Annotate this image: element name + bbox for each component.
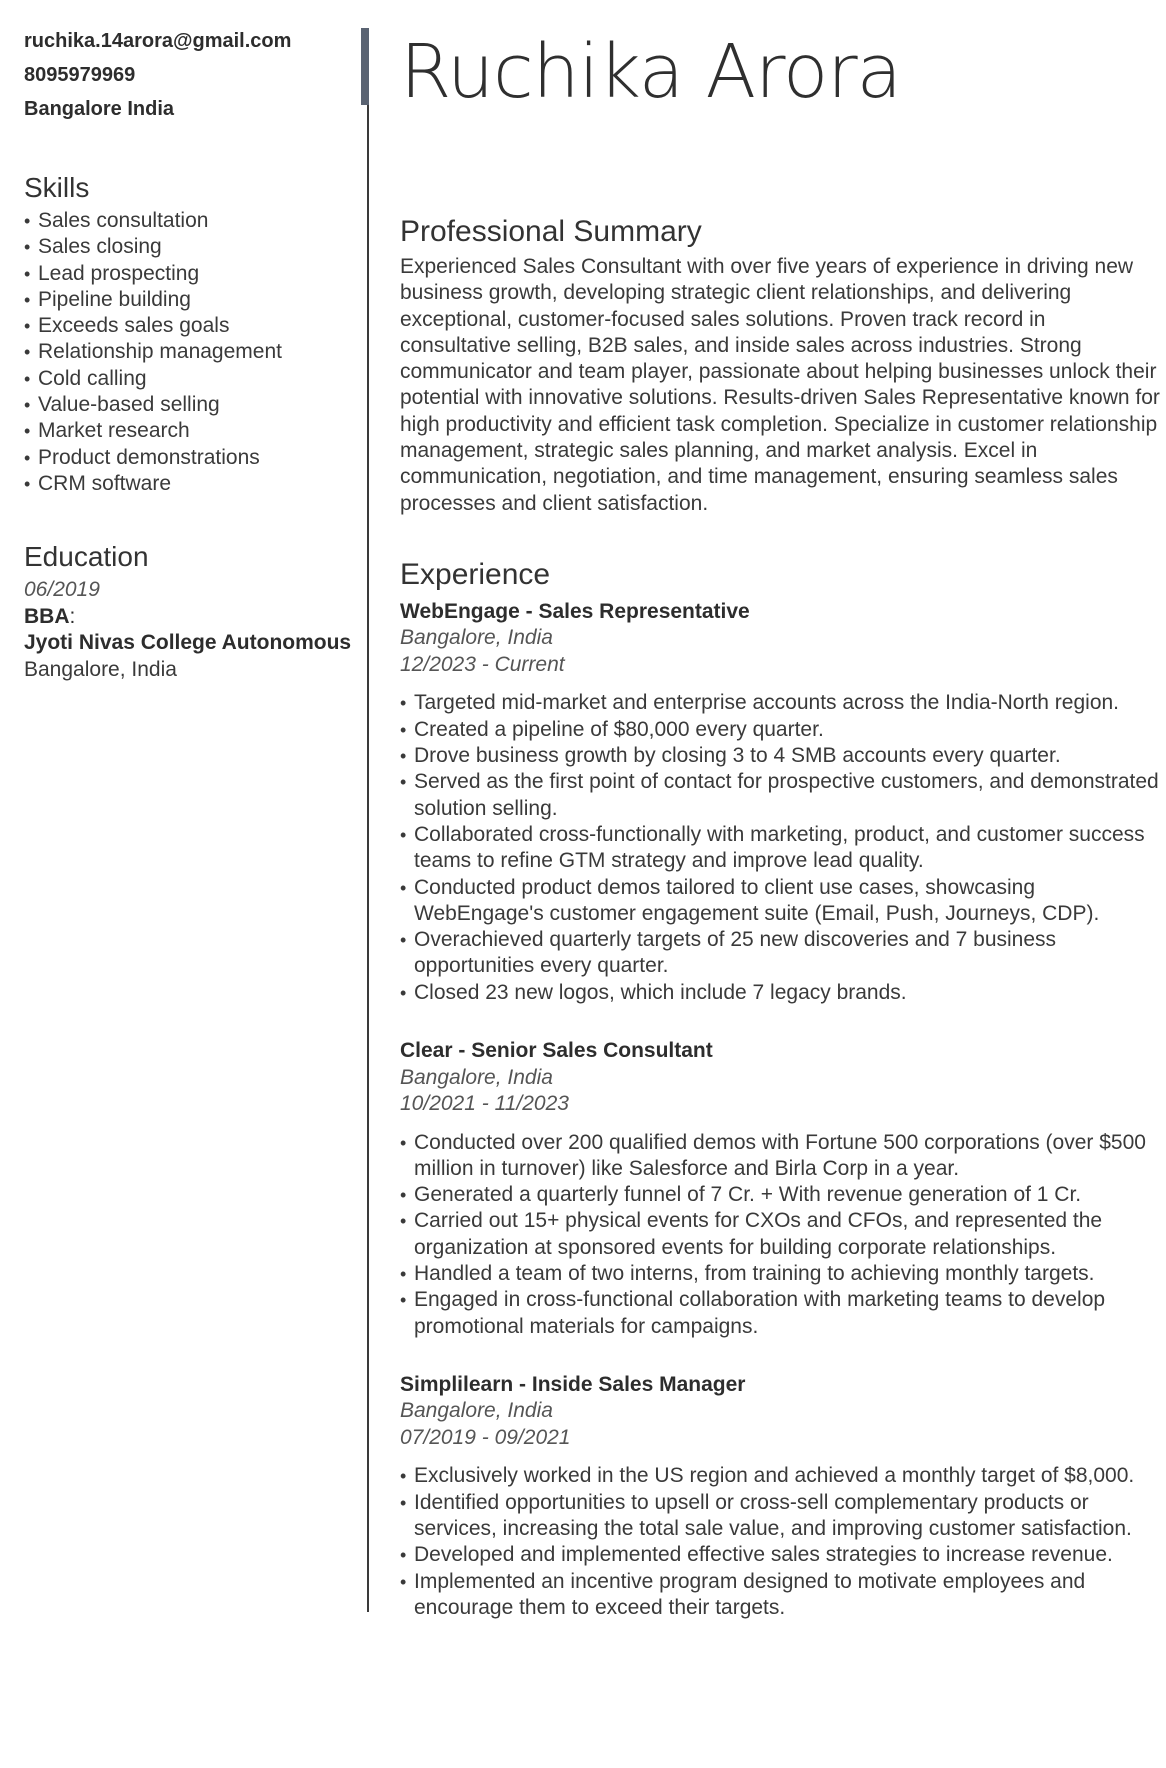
skill-item: • Relationship management bbox=[24, 339, 354, 365]
experience-section bbox=[400, 555, 1160, 1621]
skill-item: • Pipeline building bbox=[24, 287, 354, 313]
skill-item: • Sales closing bbox=[24, 234, 354, 260]
job-bullet: • Closed 23 new logos, which include 7 legacy brands. bbox=[400, 980, 1160, 1006]
job-bullets bbox=[400, 1130, 1160, 1340]
job-bullet: • Handled a team of two interns, from training to achieving monthly targets. bbox=[400, 1261, 1160, 1287]
skill-item: • Cold calling bbox=[24, 366, 354, 392]
skill-item: • CRM software bbox=[24, 471, 354, 497]
left-column bbox=[24, 24, 354, 683]
job-bullet: • Generated a quarterly funnel of 7 Cr. + With revenue generation of 1 Cr. bbox=[400, 1182, 1160, 1208]
job-dates: 10/2021 - 11/2023 bbox=[400, 1092, 569, 1116]
education-location: Bangalore, India bbox=[24, 657, 177, 681]
job-bullet: • Served as the first point of contact for prospective customers, and demonstrated solution selling. bbox=[400, 769, 1160, 822]
right-column bbox=[400, 24, 1160, 1621]
job-location: Bangalore, India bbox=[400, 626, 553, 650]
job-bullet: • Overachieved quarterly targets of 25 new discoveries and 7 business opportunities every quarter. bbox=[400, 927, 1160, 980]
contact-phone[interactable]: 8095979969 bbox=[24, 64, 136, 86]
job-title: WebEngage - Sales Representative bbox=[400, 599, 750, 623]
job-bullet: • Engaged in cross-functional collaboration with marketing teams to develop promotional materials for campaigns. bbox=[400, 1287, 1160, 1340]
job-bullet: • Exclusively worked in the US region and achieved a monthly target of $8,000. bbox=[400, 1463, 1160, 1489]
job-title: Simplilearn - Inside Sales Manager bbox=[400, 1372, 746, 1396]
education-section bbox=[24, 539, 354, 683]
skill-item: • Value-based selling bbox=[24, 392, 354, 418]
job-dates: 12/2023 - Current bbox=[400, 652, 565, 676]
job-entry bbox=[400, 1038, 1160, 1340]
skill-item: • Product demonstrations bbox=[24, 445, 354, 471]
education-date: 06/2019 bbox=[24, 578, 100, 602]
job-bullet: • Identified opportunities to upsell or cross-sell complementary products or services, increasing the total sale value, and improving customer satisfaction. bbox=[400, 1490, 1160, 1543]
name-accent-bar bbox=[361, 28, 369, 105]
job-location: Bangalore, India bbox=[400, 1399, 553, 1423]
job-bullet: • Drove business growth by closing 3 to 4 SMB accounts every quarter. bbox=[400, 743, 1160, 769]
job-bullet: • Collaborated cross-functionally with marketing, product, and customer success teams to refine GTM strategy and improve lead quality. bbox=[400, 822, 1160, 875]
job-bullet: • Carried out 15+ physical events for CXOs and CFOs, and represented the organization at sponsored events for building corporate relationships. bbox=[400, 1208, 1160, 1261]
skills-list bbox=[24, 208, 354, 497]
job-location: Bangalore, India bbox=[400, 1065, 553, 1089]
job-entry bbox=[400, 599, 1160, 1006]
education-degree-line bbox=[24, 604, 354, 631]
contact-location: Bangalore India bbox=[24, 98, 175, 120]
education-heading: Education bbox=[24, 541, 149, 573]
candidate-name: Ruchika Arora bbox=[400, 29, 902, 115]
column-divider bbox=[367, 28, 369, 1612]
skill-item: • Market research bbox=[24, 418, 354, 444]
job-dates: 07/2019 - 09/2021 bbox=[400, 1425, 571, 1449]
skill-item: • Exceeds sales goals bbox=[24, 313, 354, 339]
skills-heading: Skills bbox=[24, 172, 90, 203]
job-title: Clear - Senior Sales Consultant bbox=[400, 1039, 713, 1063]
skill-item: • Sales consultation bbox=[24, 208, 354, 234]
job-bullets bbox=[400, 1463, 1160, 1621]
summary-section bbox=[400, 212, 1160, 517]
job-bullets bbox=[400, 690, 1160, 1006]
contact-email[interactable]: ruchika.14arora@gmail.com bbox=[24, 30, 292, 52]
job-bullet: • Implemented an incentive program designed to motivate employees and encourage them to exceed their targets. bbox=[400, 1569, 1160, 1622]
summary-text: Experienced Sales Consultant with over five years of experience in driving new business growth, developing strategic client relationships, and delivering exceptional, customer-focused sales solutions. Proven track record in consultative selling, B2B sales, and inside sales across industries. Strong communicator and team player, passionate about helping businesses unlock their potential with innovative solutions. Results-driven Sales Representative known for high productivity and efficient task completion. Specialize in customer relationship management, strategic sales planning, and market analysis. Excel in communication, negotiation, and time management, ensuring seamless sales processes and client satisfaction. bbox=[400, 255, 1160, 515]
education-degree-suffix: : bbox=[69, 604, 76, 628]
contact-block bbox=[24, 24, 354, 126]
experience-heading: Experience bbox=[400, 557, 551, 591]
job-bullet: • Created a pipeline of $80,000 every quarter. bbox=[400, 717, 1160, 743]
job-bullet: • Targeted mid-market and enterprise accounts across the India-North region. bbox=[400, 690, 1160, 716]
job-bullet: • Conducted over 200 qualified demos with Fortune 500 corporations (over $500 million in turnover) like Salesforce and Birla Corp in a year. bbox=[400, 1130, 1160, 1183]
education-school: Jyoti Nivas College Autonomous bbox=[24, 631, 352, 655]
job-entry bbox=[400, 1372, 1160, 1621]
skills-section bbox=[24, 170, 354, 497]
summary-heading: Professional Summary bbox=[400, 215, 702, 248]
job-bullet: • Developed and implemented effective sales strategies to increase revenue. bbox=[400, 1542, 1160, 1568]
education-degree: BBA bbox=[24, 604, 70, 628]
skill-item: • Lead prospecting bbox=[24, 261, 354, 287]
job-bullet: • Conducted product demos tailored to client use cases, showcasing WebEngage's customer engagement suite (Email, Push, Journeys, CDP). bbox=[400, 875, 1160, 928]
